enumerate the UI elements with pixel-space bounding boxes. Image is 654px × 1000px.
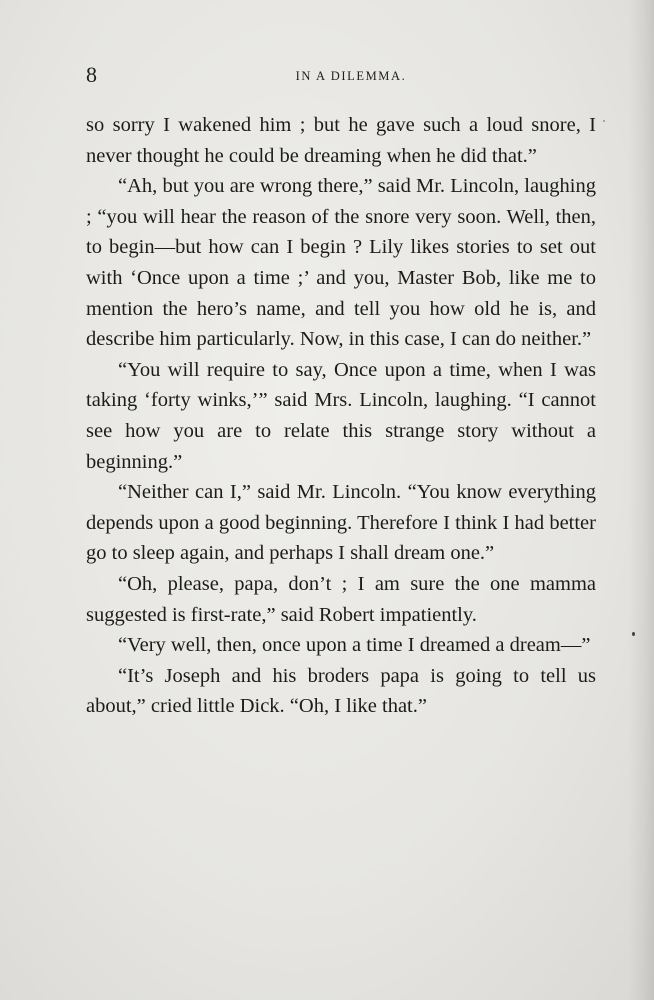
paragraph: so sorry I wakened him ; but he gave such a loud snore, I never thought he could be dreaming when he did that.” [86, 114, 596, 167]
paragraph: “Very well, then, once upon a time I dreamed a dream—” [118, 634, 591, 657]
paragraph: “Oh, please, papa, don’t ; I am sure the one mamma suggested is first-rate,” said Robert impatiently. [86, 572, 596, 626]
body-text [86, 110, 596, 722]
running-head: IN A DILEMMA. [295, 69, 407, 83]
paragraph: “Neither can I,” said Mr. Lincoln. “You know everything depends upon a good beginning. Therefore I think I had better go to sleep again, and perhaps I shall dream one.” [86, 481, 596, 565]
ink-speck [632, 632, 635, 636]
paragraph: “It’s Joseph and his broders papa is going to tell us about,” cried little Dick. “Oh, I like that.” [86, 664, 596, 718]
paragraph: “You will require to say, Once upon a time, when I was taking ‘forty winks,’” said Mrs. Lincoln, laughing. “I cannot see how you are to relate this strange story without a beginning.” [86, 358, 596, 473]
ink-speck [603, 120, 605, 122]
page-header [86, 62, 596, 92]
page-number: 8 [86, 62, 97, 87]
paragraph: “Ah, but you are wrong there,” said Mr. Lincoln, laughing ; “you will hear the reason of the snore very soon. Well, then, to begin—but how can I begin ? Lily likes stories to set out with ‘Once upon a time ;’ and you, Master Bob, like me to mention the hero’s name, and tell you how old he is, and describe him particularly. Now, in this case, I can do neither.” [86, 175, 596, 351]
